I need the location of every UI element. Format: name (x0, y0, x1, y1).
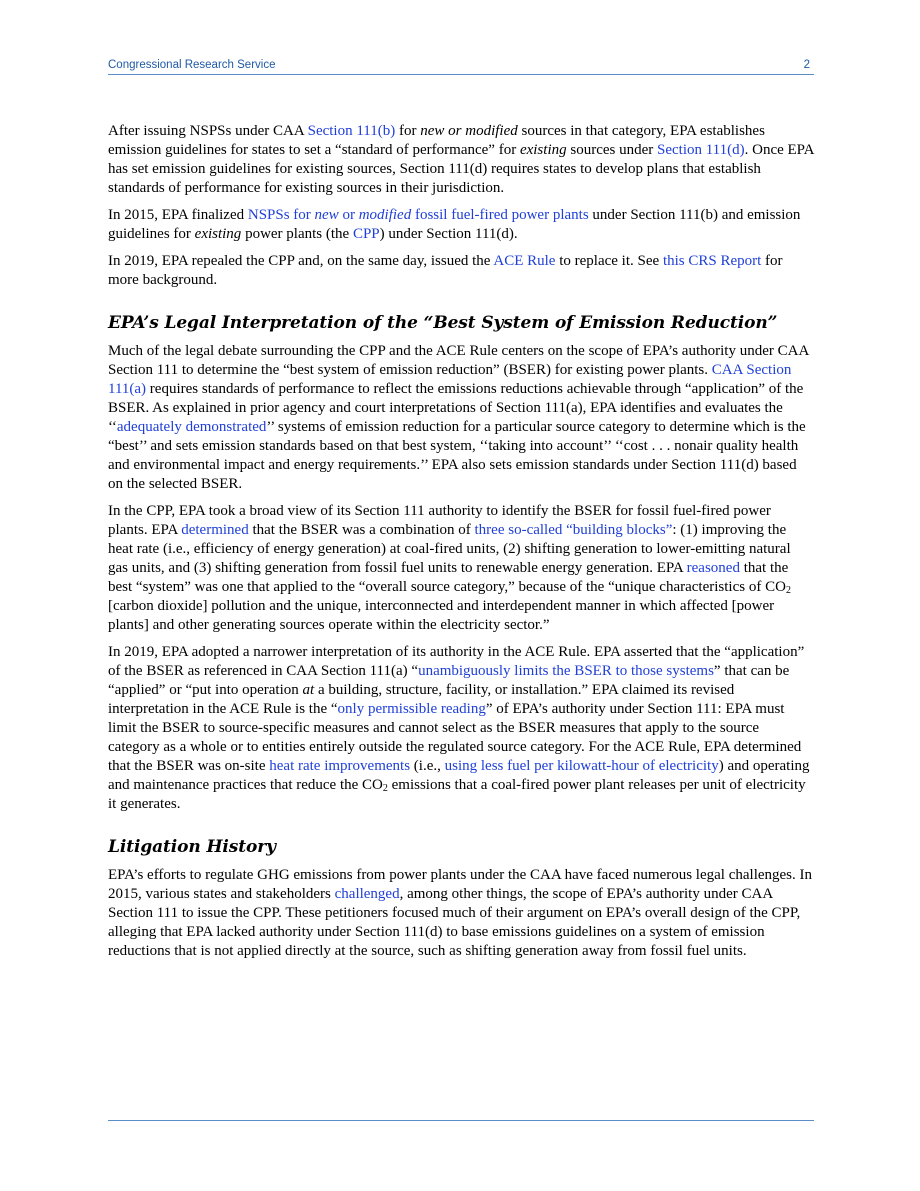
link-section-111b[interactable]: Section 111(b) (307, 123, 396, 139)
paragraph-2019-repeal: In 2019, EPA repealed the CPP and, on the same day, issued the ACE Rule to replace it. See this CRS Report for more background. (108, 253, 783, 288)
footer-divider (108, 1120, 814, 1121)
link-section-111d[interactable]: Section 111(d) (657, 142, 745, 158)
paragraph-cpp-broad-view: In the CPP, EPA took a broad view of its Section 111 authority to identify the BSER for fossil fuel-fired power plants. EPA determined that the BSER was a combination of three so-called “building blocks”: (1) improving the heat rate (i.e., efficiency of energy generation) at coal-fired units, (2) shifting generation to lower-emitting natural gas units, and (3) shifting generation from fossil fuel units to renewable energy generation. EPA reasoned that the best “system” was one that applied to the “overall source category,” because of the “unique characteristics of $CO_2$ [carbon dioxide] pollution and the unique, interconnected and interdependent manner in which affected [power plants] and other generating sources operate within the electricity sector.” (108, 503, 791, 633)
paragraph-2015-finalized: In 2015, EPA finalized NSPSs for new or modified fossil fuel-fired power plants under Section 111(b) and emission guidelines for existing power plants (the CPP) under Section 111(d). (108, 207, 801, 242)
link-determined[interactable]: determined (181, 522, 249, 538)
paragraph-nsps-background: After issuing NSPSs under CAA Section 111(b) for new or modified sources in that category, EPA establishes emission guidelines for states to set a “standard of performance” for existing sources under Section 111(d). Once EPA has set emission guidelines for existing sources, Section 111(d) requires states to develop plans that establish standards of performance for existing sources in their jurisdiction. (108, 123, 814, 196)
page-number: 2 (803, 59, 810, 71)
link-reasoned[interactable]: reasoned (686, 560, 740, 576)
heading-litigation-history: Litigation History (108, 837, 276, 857)
paragraph-ace-narrower: In 2019, EPA adopted a narrower interpretation of its authority in the ACE Rule. EPA asserted that the “application” of the BSER as referenced in CAA Section 111(a) “unambiguously limits the BSER to those systems” that can be “applied” or “put into operation at a building, structure, facility, or installation.” EPA claimed its revised interpretation in the ACE Rule is the “only permissible reading” of EPA’s authority under Section 111: EPA must limit the BSER to source-specific measures and cannot select as the BSER measures that apply to the source category as a whole or to entities entirely outside the regulated source category. For the ACE Rule, EPA determined that the BSER was on-site heat rate improvements (i.e., using less fuel per kilowatt-hour of electricity) and operating and maintenance practices that reduce the $CO_2$ emissions that a coal-fired power plant releases per unit of electricity it generates. (108, 644, 810, 812)
document-body (108, 122, 814, 969)
link-challenged[interactable]: challenged (334, 886, 400, 902)
link-nspss-power-plants[interactable]: NSPSs for new or modified fossil fuel-fired power plants (247, 207, 589, 223)
link-only-permissible-reading[interactable]: only permissible reading (337, 701, 486, 717)
link-heat-rate-improvements[interactable]: heat rate improvements (269, 758, 411, 774)
link-caa-section-111a[interactable]: CAA Section 111(a) (108, 362, 792, 397)
link-crs-report[interactable]: this CRS Report (662, 253, 762, 269)
link-unambiguously-limits[interactable]: unambiguously limits the BSER to those systems (418, 663, 714, 679)
link-less-fuel-per-kwh[interactable]: using less fuel per kilowatt-hour of electricity (444, 758, 719, 774)
page-header (108, 56, 814, 75)
heading-bser-interpretation: EPA’s Legal Interpretation of the “Best System of Emission Reduction” (108, 313, 778, 333)
paragraph-litigation: EPA’s efforts to regulate GHG emissions from power plants under the CAA have faced numerous legal challenges. In 2015, various states and stakeholders challenged, among other things, the scope of EPA’s authority under CAA Section 111 to issue the CPP. These petitioners focused much of their argument on EPA’s overall design of the CPP, alleging that EPA lacked authority under Section 111(d) to base emissions guidelines on a system of emission reductions that is not applied directly at the source, such as shifting generation away from fossil fuel units. (108, 867, 813, 959)
link-adequately-demonstrated[interactable]: adequately demonstrated (116, 419, 267, 435)
link-ace-rule[interactable]: ACE Rule (493, 253, 556, 269)
link-cpp[interactable]: CPP (352, 226, 380, 242)
link-building-blocks[interactable]: three so-called “building blocks” (474, 522, 673, 538)
header-title: Congressional Research Service (108, 59, 276, 71)
paragraph-legal-debate: Much of the legal debate surrounding the CPP and the ACE Rule centers on the scope of EPA’s authority under CAA Section 111 to determine the “best system of emission reduction” (BSER) for existing power plants. CAA Section 111(a) requires standards of performance to reflect the emissions reductions achievable through “application” of the BSER. As explained in prior agency and court interpretations of Section 111(a), EPA identifies and evaluates the ‘‘adequately demonstrated’’ systems of emission reduction for a particular source category to determine which is the “best’’ and sets emission standards based on that best system, ‘‘taking into account’’ ‘‘cost . . . nonair quality health and environmental impact and energy requirements.’’ EPA also sets emission standards under Section 111(d) based on the selected BSER. (108, 343, 809, 492)
